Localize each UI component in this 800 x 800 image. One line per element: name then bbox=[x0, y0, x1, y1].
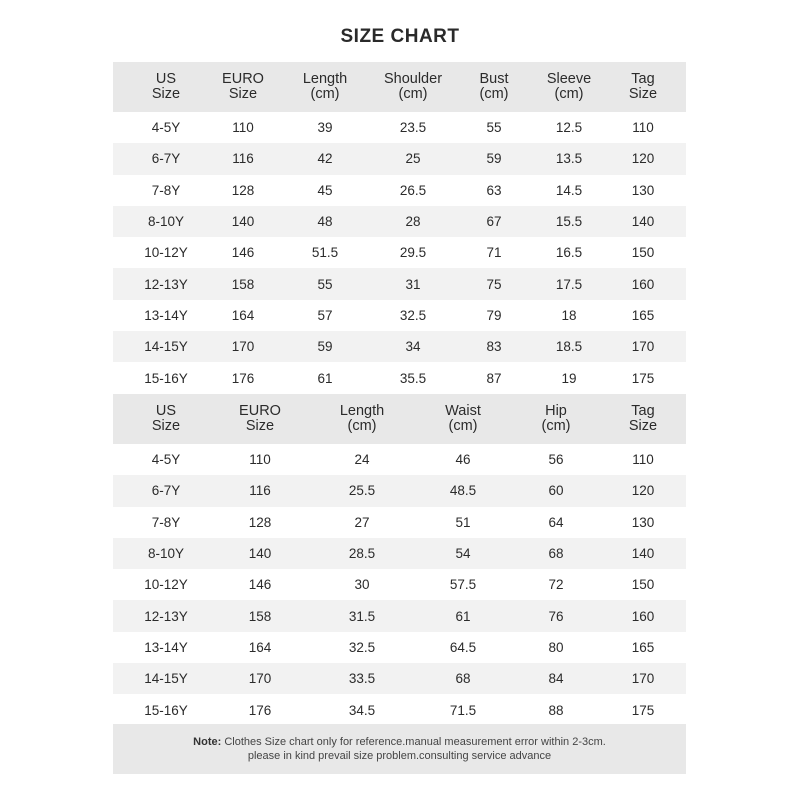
table-row bbox=[113, 331, 686, 362]
table-cell: 140 bbox=[248, 546, 272, 562]
table-cell: 28.5 bbox=[348, 546, 376, 562]
table-cell: 57 bbox=[317, 307, 333, 323]
table-cell: 120 bbox=[631, 151, 655, 167]
column-header: Waist (cm) bbox=[445, 403, 481, 434]
table-cell: 42 bbox=[317, 151, 333, 167]
table-cell: 68 bbox=[455, 671, 471, 687]
table-cell: 13.5 bbox=[555, 151, 583, 167]
note-line-2: please in kind prevail size problem.consulting service advance bbox=[247, 750, 552, 762]
table-cell: 28 bbox=[405, 214, 421, 230]
table-cell: 19 bbox=[561, 370, 577, 386]
column-header: EURO Size bbox=[222, 71, 264, 102]
table-cell: 51 bbox=[455, 514, 471, 530]
table-cell: 32.5 bbox=[348, 639, 376, 655]
table-cell: 64 bbox=[548, 514, 564, 530]
table-cell: 128 bbox=[248, 514, 272, 530]
table-cell: 15-16Y bbox=[144, 702, 188, 718]
table-cell: 120 bbox=[631, 483, 655, 499]
table-cell: 176 bbox=[248, 702, 272, 718]
table-cell: 27 bbox=[354, 514, 370, 530]
table-cell: 6-7Y bbox=[151, 483, 181, 499]
table-cell: 18.5 bbox=[555, 339, 583, 355]
table-cell: 8-10Y bbox=[147, 214, 185, 230]
table-cell: 15.5 bbox=[555, 214, 583, 230]
table-cell: 59 bbox=[317, 339, 333, 355]
table-cell: 176 bbox=[231, 370, 255, 386]
table-cell: 71.5 bbox=[449, 702, 477, 718]
table-cell: 48 bbox=[317, 214, 333, 230]
table-cell: 68 bbox=[548, 546, 564, 562]
table-cell: 51.5 bbox=[311, 245, 339, 261]
table-row bbox=[113, 300, 686, 331]
table-cell: 7-8Y bbox=[151, 514, 181, 530]
table-cell: 170 bbox=[231, 339, 255, 355]
table-cell: 67 bbox=[486, 214, 502, 230]
table-cell: 34 bbox=[405, 339, 421, 355]
table-cell: 13-14Y bbox=[144, 307, 188, 323]
table-cell: 175 bbox=[631, 702, 655, 718]
table-row bbox=[113, 538, 686, 569]
table-cell: 140 bbox=[631, 546, 655, 562]
table-cell: 39 bbox=[317, 120, 333, 136]
table-row bbox=[113, 444, 686, 475]
table-cell: 158 bbox=[248, 608, 272, 624]
table-cell: 165 bbox=[631, 639, 655, 655]
table-cell: 8-10Y bbox=[147, 546, 185, 562]
table-row bbox=[113, 112, 686, 143]
table-cell: 46 bbox=[455, 452, 471, 468]
table-cell: 23.5 bbox=[399, 120, 427, 136]
note-line-1 bbox=[193, 735, 606, 749]
table-cell: 116 bbox=[249, 483, 271, 499]
table-cell: 110 bbox=[249, 452, 271, 468]
table-cell: 146 bbox=[231, 245, 255, 261]
page-title: SIZE CHART bbox=[340, 26, 460, 47]
column-header: Tag Size bbox=[628, 403, 658, 434]
column-header: Tag Size bbox=[628, 71, 658, 102]
table-cell: 79 bbox=[486, 307, 502, 323]
table-cell: 55 bbox=[486, 120, 502, 136]
table-row bbox=[113, 237, 686, 268]
table-cell: 87 bbox=[486, 370, 502, 386]
table-cell: 164 bbox=[231, 307, 255, 323]
table-cell: 64.5 bbox=[449, 639, 477, 655]
table-cell: 130 bbox=[631, 514, 655, 530]
table-cell: 29.5 bbox=[399, 245, 427, 261]
table-cell: 25 bbox=[405, 151, 421, 167]
table-cell: 175 bbox=[631, 370, 655, 386]
table-cell: 63 bbox=[486, 182, 502, 198]
table-cell: 10-12Y bbox=[144, 577, 188, 593]
table-row bbox=[113, 268, 686, 299]
table-cell: 14-15Y bbox=[144, 339, 188, 355]
table-cell: 71 bbox=[486, 245, 502, 261]
table-cell: 61 bbox=[455, 608, 471, 624]
table-cell: 25.5 bbox=[348, 483, 376, 499]
table-cell: 110 bbox=[632, 452, 654, 468]
table-cell: 18 bbox=[561, 307, 577, 323]
column-header: Sleeve (cm) bbox=[546, 71, 592, 102]
tops-size-table bbox=[113, 62, 686, 394]
table-cell: 33.5 bbox=[348, 671, 376, 687]
table-cell: 83 bbox=[486, 339, 502, 355]
table-cell: 140 bbox=[631, 214, 655, 230]
table-cell: 56 bbox=[548, 452, 564, 468]
table-cell: 13-14Y bbox=[144, 639, 188, 655]
table-cell: 59 bbox=[486, 151, 502, 167]
table-row bbox=[113, 175, 686, 206]
table-cell: 57.5 bbox=[449, 577, 477, 593]
table-cell: 31.5 bbox=[348, 608, 376, 624]
table-row bbox=[113, 206, 686, 237]
table-cell: 170 bbox=[631, 671, 655, 687]
table-row bbox=[113, 694, 686, 725]
column-header: US Size bbox=[151, 403, 181, 434]
table-cell: 31 bbox=[405, 276, 421, 292]
table-row bbox=[113, 569, 686, 600]
table-cell: 60 bbox=[548, 483, 564, 499]
table-row bbox=[113, 362, 686, 393]
table-cell: 84 bbox=[548, 671, 564, 687]
column-header: US Size bbox=[151, 71, 181, 102]
header-row bbox=[113, 394, 686, 444]
table-cell: 4-5Y bbox=[151, 120, 181, 136]
table-cell: 55 bbox=[317, 276, 333, 292]
table-cell: 158 bbox=[231, 276, 255, 292]
table-cell: 12-13Y bbox=[144, 608, 188, 624]
table-cell: 76 bbox=[548, 608, 564, 624]
table-cell: 160 bbox=[631, 276, 655, 292]
table-cell: 16.5 bbox=[555, 245, 583, 261]
table-cell: 34.5 bbox=[348, 702, 376, 718]
table-cell: 26.5 bbox=[399, 182, 427, 198]
column-header: Shoulder (cm) bbox=[383, 71, 443, 102]
table-cell: 48.5 bbox=[449, 483, 477, 499]
table-row bbox=[113, 475, 686, 506]
table-cell: 35.5 bbox=[399, 370, 427, 386]
table-row bbox=[113, 600, 686, 631]
table-cell: 128 bbox=[231, 182, 255, 198]
table-cell: 24 bbox=[354, 452, 370, 468]
table-cell: 12.5 bbox=[555, 120, 583, 136]
table-cell: 170 bbox=[631, 339, 655, 355]
table-cell: 54 bbox=[455, 546, 471, 562]
table-row bbox=[113, 143, 686, 174]
table-cell: 80 bbox=[548, 639, 564, 655]
table-cell: 7-8Y bbox=[151, 182, 181, 198]
table-cell: 61 bbox=[317, 370, 333, 386]
column-header: Length (cm) bbox=[339, 403, 385, 434]
table-cell: 32.5 bbox=[399, 307, 427, 323]
table-cell: 116 bbox=[232, 151, 254, 167]
table-row bbox=[113, 663, 686, 694]
table-cell: 17.5 bbox=[555, 276, 583, 292]
table-cell: 110 bbox=[632, 120, 654, 136]
note-text-1: Clothes Size chart only for reference.manual measurement error within 2-3cm. bbox=[224, 736, 606, 748]
column-header: EURO Size bbox=[239, 403, 281, 434]
column-header: Bust (cm) bbox=[479, 71, 509, 102]
table-cell: 164 bbox=[248, 639, 272, 655]
table-cell: 140 bbox=[231, 214, 255, 230]
table-row bbox=[113, 632, 686, 663]
table-cell: 14.5 bbox=[555, 182, 583, 198]
table-cell: 146 bbox=[248, 577, 272, 593]
table-cell: 165 bbox=[631, 307, 655, 323]
table-cell: 15-16Y bbox=[144, 370, 188, 386]
table-cell: 150 bbox=[631, 245, 655, 261]
header-row bbox=[113, 62, 686, 112]
table-cell: 88 bbox=[548, 702, 564, 718]
table-row bbox=[113, 507, 686, 538]
table-cell: 150 bbox=[631, 577, 655, 593]
table-cell: 160 bbox=[631, 608, 655, 624]
table-cell: 12-13Y bbox=[144, 276, 188, 292]
column-header: Hip (cm) bbox=[541, 403, 571, 434]
table-cell: 4-5Y bbox=[151, 452, 181, 468]
table-cell: 72 bbox=[548, 577, 564, 593]
table-cell: 130 bbox=[631, 182, 655, 198]
note-label: Note: bbox=[193, 736, 222, 748]
table-cell: 170 bbox=[248, 671, 272, 687]
table-cell: 30 bbox=[354, 577, 370, 593]
table-cell: 45 bbox=[317, 182, 333, 198]
table-cell: 10-12Y bbox=[144, 245, 188, 261]
table-cell: 75 bbox=[486, 276, 502, 292]
table-cell: 6-7Y bbox=[151, 151, 181, 167]
column-header: Length (cm) bbox=[302, 71, 348, 102]
bottoms-size-table bbox=[113, 394, 686, 726]
table-cell: 14-15Y bbox=[144, 671, 188, 687]
size-note bbox=[113, 724, 686, 774]
table-cell: 110 bbox=[232, 120, 254, 136]
